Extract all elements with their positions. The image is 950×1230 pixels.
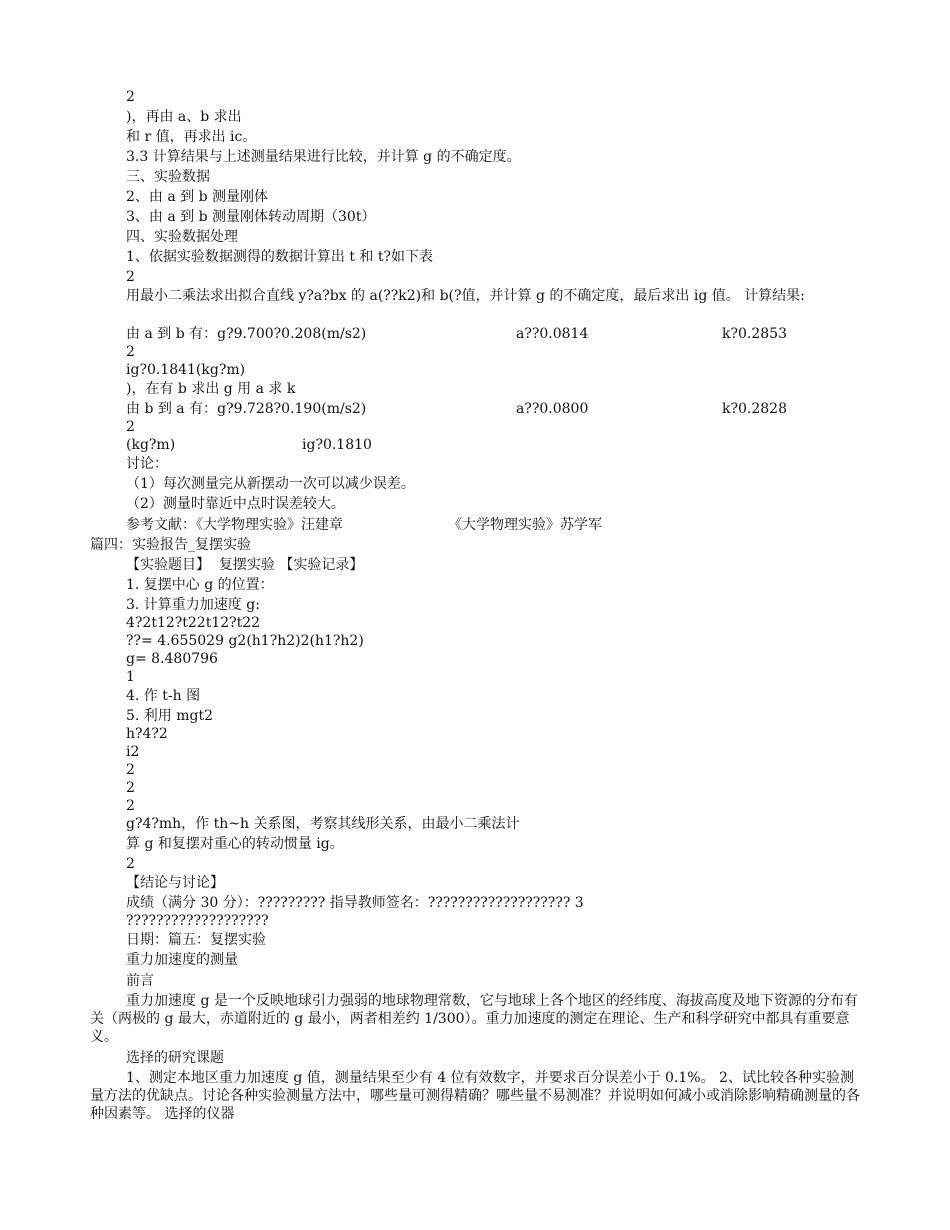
text-line: 日期：篇五：复摆实验 xyxy=(126,932,266,948)
reference: 《大学物理实验》苏学军 xyxy=(448,517,602,533)
section-heading: 【结论与讨论】 xyxy=(126,875,224,891)
text-line: h?4?2 xyxy=(126,726,168,742)
section-heading: 重力加速度的测量 xyxy=(126,952,238,968)
text-line: 成绩（满分 30 分）：????????? 指导教师签名：??????????????????? 3 xyxy=(126,895,584,911)
section-heading: 前言 xyxy=(126,973,154,989)
text-line: 讨论： xyxy=(126,456,168,472)
text-line: 1. 复摆中心 g 的位置： xyxy=(126,577,274,593)
text-line: g= 8.480796 xyxy=(126,651,218,667)
text-line: 和 r 值，再求出 ic。 xyxy=(126,129,257,145)
text-line: (kg?m) xyxy=(126,437,176,453)
text-line: g?4?mh，作 th~h 关系图，考察其线形关系，由最小二乘法计 xyxy=(126,816,520,832)
section-heading: 选择的研究课题 xyxy=(126,1050,224,1066)
text-line: 2 xyxy=(126,344,135,360)
text-line: ig?0.1841(kg?m) xyxy=(126,362,246,378)
text-line: 【实验题目】 复摆实验 【实验记录】 xyxy=(126,557,364,573)
text-line: ??????????????????? xyxy=(126,913,269,929)
result-value: k?0.2853 xyxy=(722,326,787,342)
result-value: a??0.0814 xyxy=(516,326,589,342)
result-equation: 由 b 到 a 有：g?9.728?0.190(m/s2) xyxy=(126,401,367,417)
chapter-heading: 篇四：实验报告_复摆实验 xyxy=(90,537,251,553)
result-value: ig?0.1810 xyxy=(302,437,372,453)
text-line: 算 g 和复摆对重心的转动惯量 ig。 xyxy=(126,836,344,852)
result-equation: 由 a 到 b 有：g?9.700?0.208(m/s2) xyxy=(126,326,367,342)
text-line: 1 xyxy=(126,669,135,685)
text-line: 2 xyxy=(126,762,135,778)
section-heading: 三、实验数据 xyxy=(126,169,210,185)
text-line: i2 xyxy=(126,744,140,760)
text-line: 2 xyxy=(126,798,135,814)
text-line: （1）每次测量完从新摆动一次可以减少误差。 xyxy=(126,476,415,492)
text-line: （2）测量时靠近中点时误差较大。 xyxy=(126,496,345,512)
text-line: 5. 利用 mgt2 xyxy=(126,708,214,724)
text-line: ??= 4.655029 g2(h1?h2)2(h1?h2) xyxy=(126,633,364,649)
text-line: 1、依据实验数据测得的数据计算出 t 和 t?如下表 xyxy=(126,249,434,265)
text-line: 3.3 计算结果与上述测量结果进行比较，并计算 g 的不确定度。 xyxy=(126,149,521,165)
text-line: 2 xyxy=(126,780,135,796)
text-line: )，在有 b 求出 g 用 a 求 k xyxy=(126,381,296,397)
text-line: 4. 作 t-h 图 xyxy=(126,688,201,704)
reference: 参考文献：《大学物理实验》汪建章 xyxy=(126,517,343,533)
paragraph: 1、测定本地区重力加速度 g 值，测量结果至少有 4 位有效数字，并要求百分误差小于 0.1%。 2、试比较各种实验测量方法的优缺点。讨论各种实验测量方法中，哪些量可测得精确？哪些量不易测准？并说明如何减小或消除影响精确测量的各种因素等。 选择的仪器 xyxy=(90,1070,860,1122)
section-heading: 四、实验数据处理 xyxy=(126,229,238,245)
text-line: )，再由 a、b 求出 xyxy=(126,109,242,125)
text-line: 2 xyxy=(126,856,135,872)
text-line: 3. 计算重力加速度 g: xyxy=(126,597,260,613)
text-line: 2 xyxy=(126,269,135,285)
result-value: k?0.2828 xyxy=(722,401,787,417)
text-line: 2、由 a 到 b 测量刚体 xyxy=(126,189,269,205)
text-line: 4?2t12?t22t12?t22 xyxy=(126,615,261,631)
text-line: 2 xyxy=(126,419,135,435)
paragraph: 用最小二乘法求出拟合直线 y?a?bx 的 a(??k2)和 b(?值，并计算 g 的不确定度，最后求出 ig 值。 计算结果: xyxy=(126,288,805,304)
text-line: 3、由 a 到 b 测量刚体转动周期（30t） xyxy=(126,209,376,225)
paragraph: 重力加速度 g 是一个反映地球引力强弱的地球物理常数，它与地球上各个地区的经纬度、海拔高度及地下资源的分布有关（两极的 g 最大，赤道附近的 g 最小，两者相差约 1/300）。重力加速度的测定在理论、生产和科学研究中都具有重要意义。 xyxy=(90,993,858,1045)
text-line: 2 xyxy=(126,89,135,105)
result-value: a??0.0800 xyxy=(516,401,589,417)
